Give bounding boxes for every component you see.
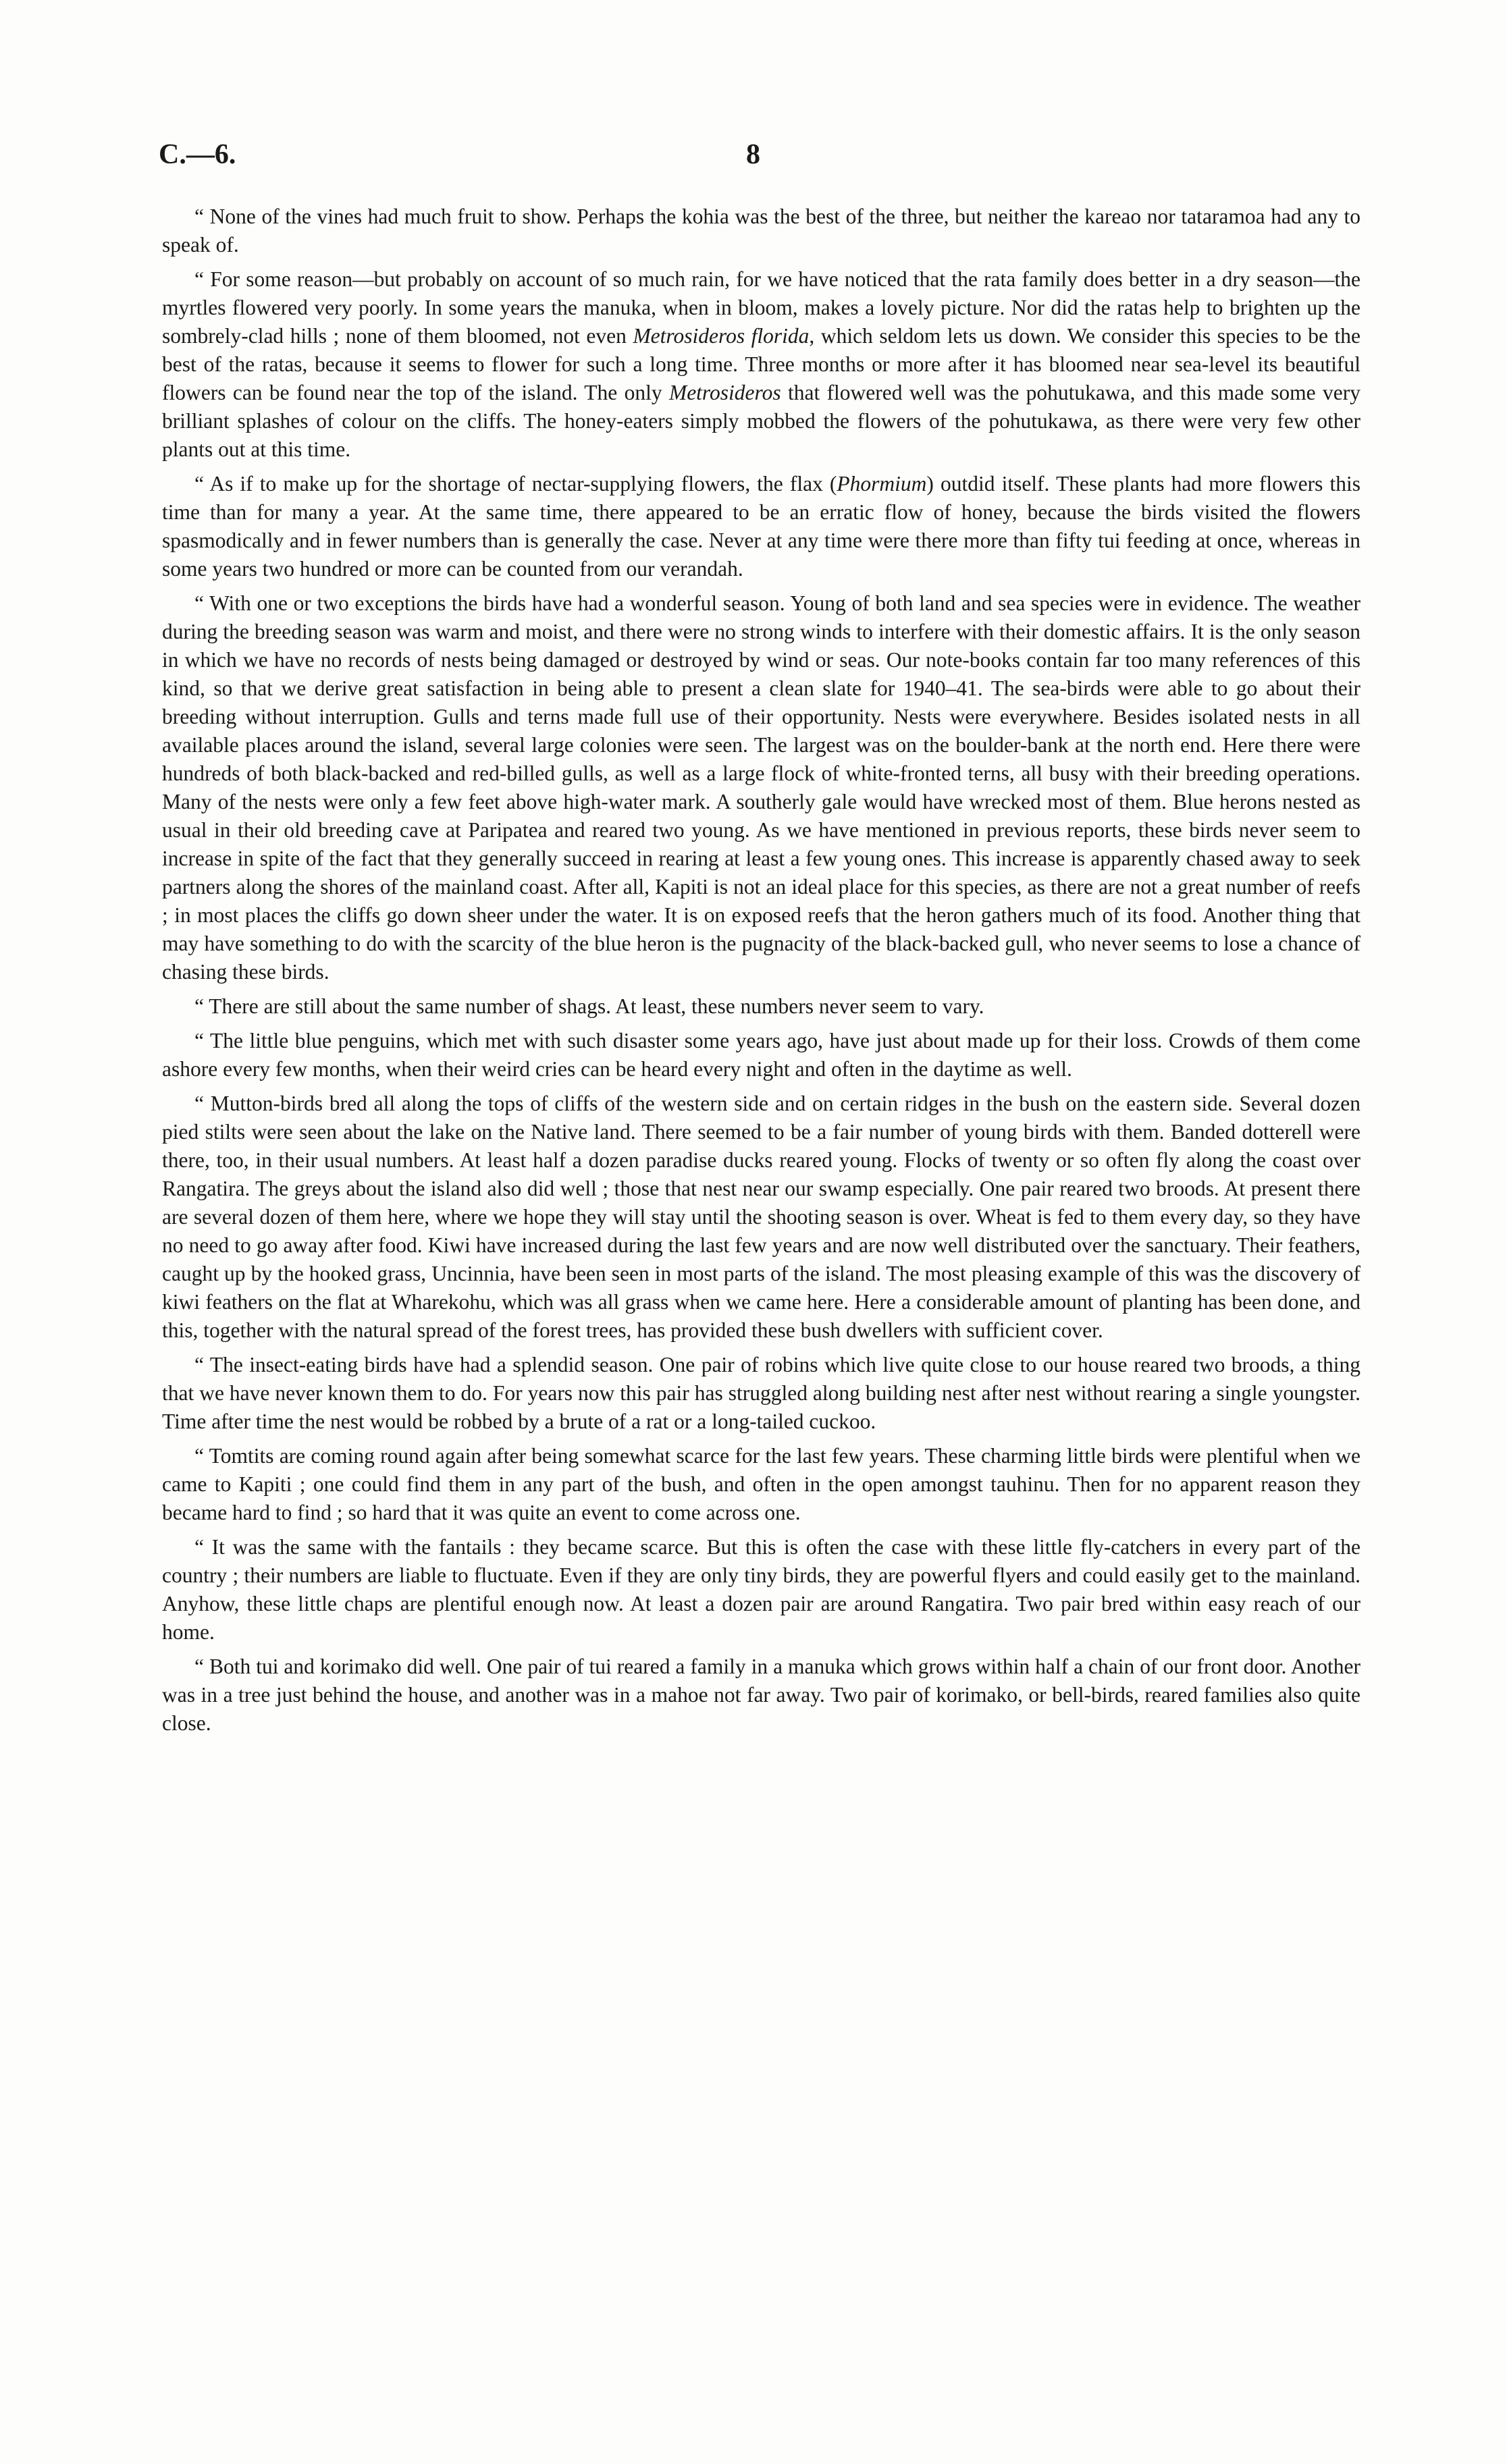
- body-text: [162, 203, 1360, 1744]
- species-name: Metrosideros florida: [633, 324, 810, 348]
- genus-name: Metrosideros: [668, 381, 781, 404]
- report-reference: C.—6.: [159, 139, 236, 170]
- paragraph-insect-eaters: “ The insect-eating birds have had a splendid season. One pair of robins which live quite close to our house reared two broods, a thing that we have never known them to do. For years now this pair has struggled along building nest after nest without rearing a single youngster. Time after time the nest would be robbed by a brute of a rat or a long-tailed cuckoo.: [162, 1353, 1360, 1433]
- paragraph-breeding-season: “ With one or two exceptions the birds have had a wonderful season. Young of both land and sea species were in evidence. The weather during the breeding season was warm and moist, and there were no strong winds to interfere with their domestic affairs. It is the only season in which we have no records of nests being damaged or destroyed by wind or seas. Our note-books contain far too many references of this kind, so that we derive great satisfaction in being able to present a clean slate for 1940–41. The sea-birds were able to go about their breeding without interruption. Gulls and terns made full use of their opportunity. Nests were everywhere. Besides isolated nests in all available places around the island, several large colonies were seen. The largest was on the boulder-bank at the north end. Here there were hundreds of both black-backed and red-billed gulls, as well as a large flock of white-fronted terns, all busy with their breeding operations. Many of the nests were only a few feet above high-water mark. A southerly gale would have wrecked most of them. Blue herons nested as usual in their old breeding cave at Paripatea and reared two young. As we have mentioned in previous reports, these birds never seem to increase in spite of the fact that they generally succeed in rearing at least a few young ones. This increase is apparently chased away to seek partners along the shores of the mainland coast. After all, Kapiti is not an ideal place for this species, as there are not a great number of reefs ; in most places the cliffs go down sheer under the water. It is on exposed reefs that the heron gathers much of its food. Another thing that may have something to do with the scarcity of the blue heron is the pugnacity of the black-backed gull, who never seems to lose a chance of chasing these birds.: [162, 591, 1360, 984]
- paragraph-tui-korimako: “ Both tui and korimako did well. One pair of tui reared a family in a manuka which grows within half a chain of our front door. Another was in a tree just behind the house, and another was in a mahoe not far away. Two pair of korimako, or bell-birds, reared families also quite close.: [162, 1655, 1360, 1735]
- paragraph-vines: “ None of the vines had much fruit to show. Perhaps the kohia was the best of the three, but neither the kareao nor tataramoa had any to speak of.: [162, 205, 1360, 257]
- paragraph-mutton-birds: “ Mutton-birds bred all along the tops of cliffs of the western side and on certain ridges in the bush on the eastern side. Several dozen pied stilts were seen about the lake on the Native land. There seemed to be a fair number of young birds with them. Banded dotterell were there, too, in their usual numbers. At least half a dozen paradise ducks reared young. Flocks of twenty or so often fly along the coast over Rangatira. The greys about the island also did well ; those that nest near our swamp especially. One pair reared two broods. At present there are several dozen of them here, where we hope they will stay until the shooting season is over. Wheat is fed to them every day, so they have no need to go away after food. Kiwi have increased during the last few years and are now well distributed over the sanctuary. Their feathers, caught up by the hooked grass, Uncinnia, have been seen in most parts of the island. The most pleasing example of this was the discovery of kiwi feathers on the flat at Wharekohu, which was all grass when we came here. Here a considerable amount of planting has been done, and this, together with the natural spread of the forest trees, has provided these bush dwellers with sufficient cover.: [162, 1092, 1360, 1342]
- paragraph-penguins: “ The little blue penguins, which met with such disaster some years ago, have just about made up for their loss. Crowds of them come ashore every few months, when their weird cries can be heard every night and often in the daytime as well.: [162, 1029, 1360, 1081]
- genus-name: Phormium: [837, 472, 927, 496]
- page-header: [159, 138, 1360, 179]
- paragraph-tomtits: “ Tomtits are coming round again after being somewhat scarce for the last few years. These charming little birds were plentiful when we came to Kapiti ; one could find them in any part of the bush, and often in the open amongst tauhinu. Then for no apparent reason they became hard to find ; so hard that it was quite an event to come across one.: [162, 1444, 1360, 1524]
- page-number: 8: [746, 139, 760, 170]
- paragraph-flax: “ As if to make up for the shortage of nectar-supplying flowers, the flax (Phormium) outdid itself. These plants had more flowers this time than for many a year. At the same time, there appeared to be an erratic flow of honey, because the birds visited the flowers spasmodically and in fewer numbers than is generally the case. Never at any time were there more than fifty tui feeding at once, whereas in some years two hundred or more can be counted from our verandah.: [162, 472, 1361, 581]
- paragraph-fantails: “ It was the same with the fantails : they became scarce. But this is often the case with these little fly-catchers in every part of the country ; their numbers are liable to fluctuate. Even if they are only tiny birds, they are powerful flyers and could easily get to the mainland. Anyhow, these little chaps are plentiful enough now. At least a dozen pair are around Rangatira. Two pair bred within easy reach of our home.: [162, 1535, 1360, 1644]
- paragraph-rata: “ For some reason—but probably on account of so much rain, for we have noticed that the rata family does better in a dry season—the myrtles flowered very poorly. In some years the manuka, when in bloom, makes a lovely picture. Nor did the ratas help to brighten up the sombrely-clad hills ; none of them bloomed, not even Metrosideros florida, which seldom lets us down. We consider this species to be the best of the ratas, because it seems to flower for such a long time. Three months or more after it has bloomed near sea-level its beautiful flowers can be found near the top of the island. The only Metrosideros that flowered well was the pohutukawa, and this made some very brilliant splashes of colour on the cliffs. The honey-eaters simply mobbed the flowers of the pohutukawa, as there were very few other plants out at this time.: [162, 267, 1361, 461]
- paragraph-shags: “ There are still about the same number of shags. At least, these numbers never seem to vary.: [194, 994, 984, 1018]
